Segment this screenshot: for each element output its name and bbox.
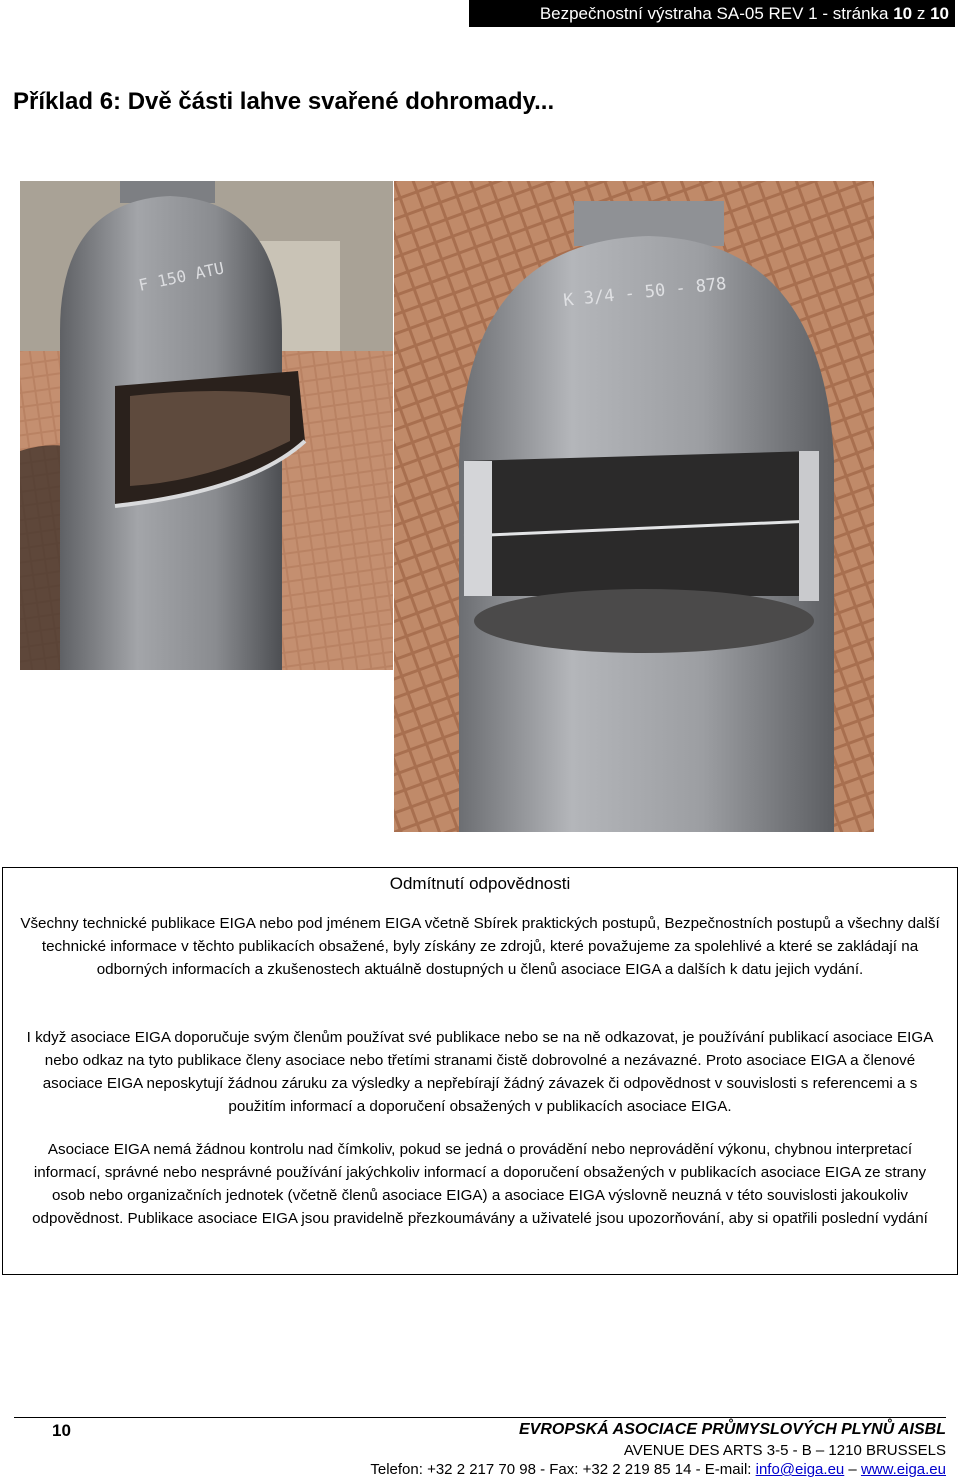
contact-dash: –	[844, 1461, 861, 1478]
engraving-left: F 150 ATU	[136, 258, 226, 295]
engraving-right: K 3/4 - 50 - 878	[562, 273, 728, 311]
disclaimer-box	[2, 867, 958, 1275]
photo-cylinder-left	[20, 181, 393, 670]
footer-address: AVENUE DES ARTS 3-5 - B – 1210 BRUSSELS	[623, 1442, 946, 1459]
inner-ring	[474, 589, 814, 653]
photo-left-image	[20, 181, 393, 670]
email-link[interactable]: info@eiga.eu	[755, 1461, 845, 1478]
footer-organization: EVROPSKÁ ASOCIACE PRŮMYSLOVÝCH PLYNŮ AISBL	[518, 1421, 946, 1438]
photo-cylinder-right	[394, 181, 874, 832]
photo-right-image	[394, 181, 874, 832]
page-title: Příklad 6: Dvě části lahve svařené dohromady...	[13, 88, 555, 115]
page-number: 10	[52, 1421, 71, 1440]
disclaimer-paragraph-2: I když asociace EIGA doporučuje svým členům používat své publikace nebo se na ně odkazovat, je používání publikací asociace EIGA nebo odkaz na tyto publikace členy asociace nebo třetími stranami čistě dobrovolné a nezávazné. Proto asociace EIGA a členové asociace EIGA neposkytují žádnou záruku za výsledky a nepřebírají žádný závazek či odpovědnost v souvislosti s referencemi a s použitím informací a doporučení obsažených v publikacích asociace EIGA.	[26, 1029, 934, 1115]
running-header	[469, 0, 955, 27]
website-link[interactable]: www.eiga.eu	[860, 1461, 946, 1478]
footer-contact	[370, 1461, 946, 1478]
cut-edge-right	[799, 451, 819, 601]
contact-text: Telefon: +32 2 217 70 98 - Fax: +32 2 219 85 14 - E-mail:	[370, 1461, 756, 1478]
cut-edge-left	[464, 461, 492, 596]
disclaimer-title: Odmítnutí odpovědnosti	[389, 874, 571, 893]
header-page: 10	[893, 4, 913, 23]
header-total: 10	[930, 4, 949, 23]
footer-divider	[14, 1417, 946, 1418]
disclaimer-paragraph-1: Všechny technické publikace EIGA nebo pod jménem EIGA včetně Sbírek praktických postupů, Bezpečnostních postupů a všechny další technické informace v těchto publikacích obsažené, byly získány ze zdrojů, které považujeme za spolehlivé a které se zakládají na odborných informacích a zkušenostech aktuálně dostupných u členů asociace EIGA a dalších k datu jejich vydání.	[20, 915, 940, 978]
header-text: Bezpečnostní výstraha SA-05 REV 1 - stránka	[539, 4, 894, 23]
disclaimer-paragraph-3: Asociace EIGA nemá žádnou kontrolu nad čímkoliv, pokud se jedná o provádění nebo neprovádění výkonu, chybnou interpretací informací, správné nebo nesprávné používání jakýchkoliv informací a doporučení obsažených v publikacích asociace EIGA ze strany osob nebo organizačních jednotek (včetně členů asociace EIGA) a asociace EIGA výslovně neuzná v této souvislosti jakoukoliv odpovědnost. Publikace asociace EIGA jsou pravidelně přezkoumávány a uživatelé jsou upozorňování, aby si opatřili poslední vydání	[32, 1141, 928, 1227]
header-sep: z	[912, 4, 931, 23]
